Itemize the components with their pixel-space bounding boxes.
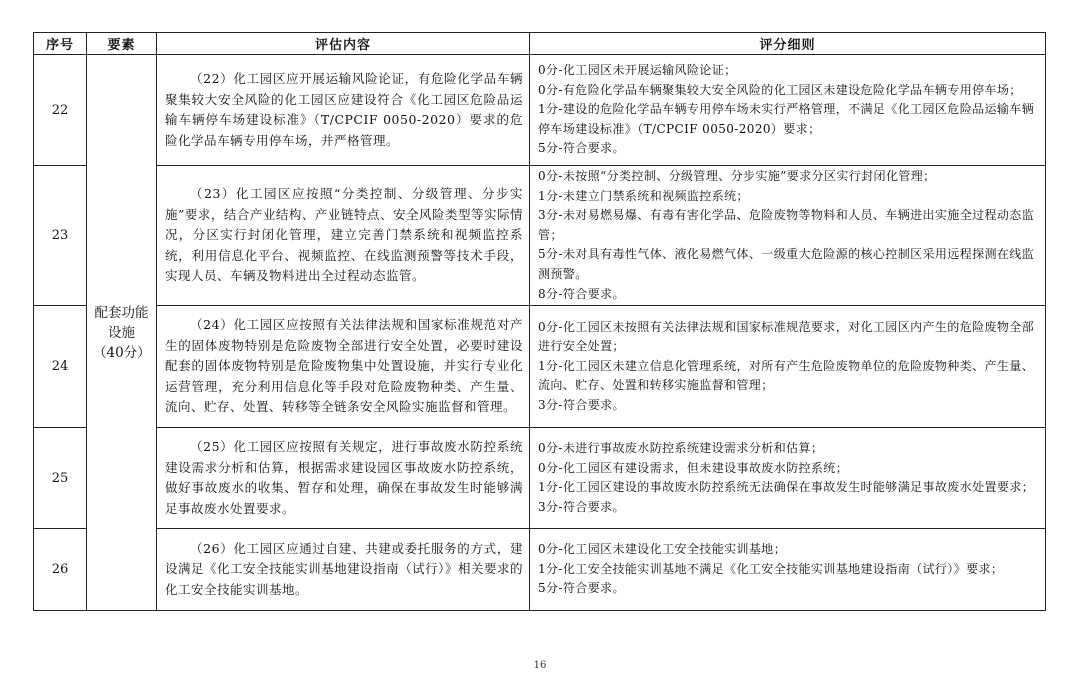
header-detail: 评分细则 bbox=[530, 33, 1046, 55]
content-cell bbox=[157, 428, 530, 529]
detail-line: 1分-未建立门禁系统和视频监控系统； bbox=[538, 188, 749, 203]
content-cell bbox=[157, 306, 530, 428]
detail-cell bbox=[530, 166, 1046, 306]
table-row bbox=[34, 306, 1046, 428]
detail-line: 8分-符合要求。 bbox=[538, 286, 625, 301]
detail-line: 1分-建设的危险化学品车辆专用停车场未实行严格管理，不满足《化工园区危险品运输车辆停车场建设标准》（T/CPCIF 0050-2020）要求； bbox=[538, 102, 1035, 136]
detail-cell bbox=[530, 306, 1046, 428]
detail-line: 0分-未按照“分类控制、分级管理、分步实施”要求分区实行封闭化管理； bbox=[538, 169, 936, 183]
detail-line: 1分-化工园区建设的事故废水防控系统无法确保在事故发生时能够满足事故废水处置要求； bbox=[538, 480, 1035, 495]
detail-cell bbox=[530, 428, 1046, 529]
row-number: 24 bbox=[34, 306, 87, 428]
table-row bbox=[34, 428, 1046, 529]
detail-line: 0分-有危险化学品车辆聚集较大安全风险的化工园区未建设危险化学品车辆专用停车场； bbox=[538, 82, 1022, 97]
detail-line: 3分-符合要求。 bbox=[538, 499, 625, 514]
detail-line: 1分-化工园区未建立信息化管理系统，对所有产生危险废物单位的危险废物种类、产生量、流向、贮存、处置和转移实施监督和管理； bbox=[538, 358, 1035, 393]
detail-line: 5分-符合要求。 bbox=[538, 141, 625, 156]
page-number: 16 bbox=[533, 660, 547, 671]
detail-cell bbox=[530, 529, 1046, 611]
evaluation-table bbox=[33, 32, 1046, 611]
row-number: 26 bbox=[34, 529, 87, 611]
header-content: 评估内容 bbox=[157, 33, 530, 55]
detail-line: 1分-化工安全技能实训基地不满足《化工安全技能实训基地建设指南（试行）》要求； bbox=[538, 561, 1004, 576]
content-cell bbox=[157, 529, 530, 611]
detail-line: 5分-未对具有毒性气体、液化易燃气体、一级重大危险源的核心控制区采用远程探测在线监测预警。 bbox=[538, 247, 1035, 281]
content-cell bbox=[157, 166, 530, 306]
row-number: 22 bbox=[34, 55, 87, 166]
table-header-row bbox=[34, 33, 1046, 55]
header-seq: 序号 bbox=[34, 33, 87, 55]
detail-line: 0分-未进行事故废水防控系统建设需求分析和估算； bbox=[538, 440, 824, 455]
row-number: 23 bbox=[34, 166, 87, 306]
detail-line: 0分-化工园区未开展运输风险论证； bbox=[538, 63, 737, 78]
header-element: 要素 bbox=[87, 33, 157, 55]
detail-line: 0分-化工园区未按照有关法律法规和国家标准规范要求，对化工园区内产生的危险废物全部进行安全处置； bbox=[538, 319, 1035, 354]
content-text: （26）化工园区应通过自建、共建或委托服务的方式，建设满足《化工安全技能实训基地建设指南（试行）》相关要求的化工安全技能实训基地。 bbox=[165, 540, 523, 597]
category-cell: 配套功能设施（40分） bbox=[87, 55, 157, 611]
detail-line: 5分-符合要求。 bbox=[538, 581, 625, 596]
detail-line: 3分-未对易燃易爆、有毒有害化学品、危险废物等物料和人员、车辆进出实施全过程动态监管； bbox=[538, 208, 1035, 242]
row-number: 25 bbox=[34, 428, 87, 529]
content-cell bbox=[157, 55, 530, 166]
detail-line: 0分-化工园区有建设需求，但未建设事故废水防控系统； bbox=[538, 460, 849, 475]
table-row bbox=[34, 55, 1046, 166]
table-row bbox=[34, 529, 1046, 611]
detail-line: 3分-符合要求。 bbox=[538, 398, 625, 413]
content-text: （23）化工园区应按照“分类控制、分级管理、分步实施”要求，结合产业结构、产业链特点、安全风险类型等实际情况，分区实行封闭化管理，建立完善门禁系统和视频监控系统，利用信息化平台、视频监控、在线监测预警等技术手段，实现人员、车辆及物料进出全过程动态监管。 bbox=[165, 186, 523, 284]
content-text: （25）化工园区应按照有关规定，进行事故废水防控系统建设需求分析和估算，根据需求建设园区事故废水防控系统，做好事故废水的收集、暂存和处理，确保在事故发生时能够满足事故废水处置要求。 bbox=[165, 439, 523, 516]
detail-cell bbox=[530, 55, 1046, 166]
content-text: （22）化工园区应开展运输风险论证，有危险化学品车辆聚集较大安全风险的化工园区应建设符合《化工园区危险品运输车辆停车场建设标准》（T/CPCIF 0050-2020）要求的危险化学品车辆专用停车场，并严格管理。 bbox=[165, 71, 523, 148]
evaluation-table-sheet bbox=[33, 32, 1045, 611]
content-text: （24）化工园区应按照有关法律法规和国家标准规范对产生的固体废物特别是危险废物全部进行安全处置，必要时建设配套的固体废物特别是危险废物集中处置设施，并实行专业化运营管理，充分利用信息化等手段对危险废物种类、产生量、流向、贮存、处置、转移等全链条安全风险实施监督和管理。 bbox=[165, 317, 523, 415]
table-row bbox=[34, 166, 1046, 306]
detail-line: 0分-化工园区未建设化工安全技能实训基地； bbox=[538, 542, 787, 557]
